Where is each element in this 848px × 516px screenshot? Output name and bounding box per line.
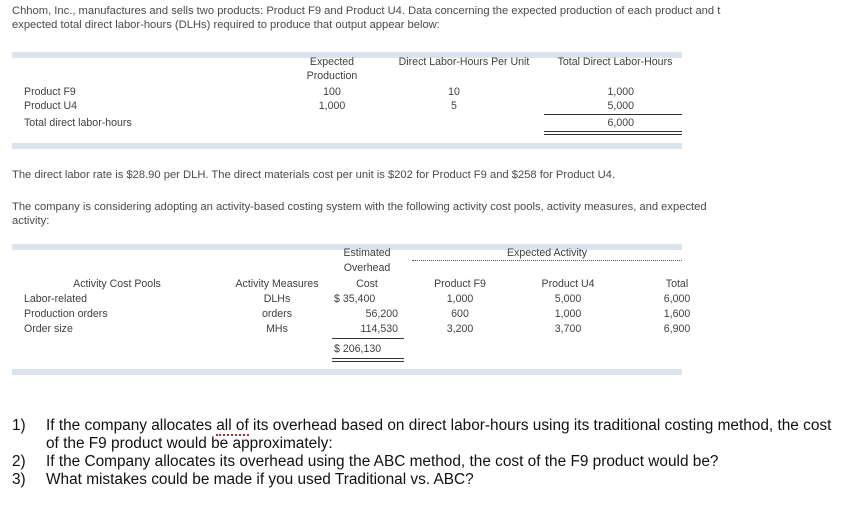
header-expected-production-2: Production	[306, 70, 358, 82]
question-number: 1)	[12, 417, 26, 434]
question-number: 3)	[12, 471, 26, 488]
header-dlh-per-unit: Direct Labor-Hours Per Unit	[398, 56, 530, 68]
row-label-f9: Product F9	[24, 86, 76, 98]
row-dlh-u4: 5	[451, 100, 457, 112]
intro-line-2: expected total direct labor-hours (DLHs) required to produce that output appear below:	[12, 19, 440, 31]
header-cost-2: Overhead	[343, 262, 391, 274]
question-list	[8, 417, 836, 489]
row-production-u4: 1,000	[318, 100, 346, 112]
total-labor-related: 6,000	[663, 293, 691, 305]
pool-order-size: Order size	[24, 323, 73, 335]
pool-production-orders: Production orders	[24, 308, 108, 320]
row-dlh-f9: 10	[448, 86, 460, 98]
cost-production-orders: 56,200	[365, 308, 398, 320]
total-row-value: 6,000	[607, 117, 634, 129]
header-expected-activity: Expected Activity	[412, 247, 682, 261]
question-text: If the Company allocates its overhead using the ABC method, the cost of the F9 product would be?	[46, 453, 719, 470]
cost-labor-related: $ 35,400	[334, 293, 376, 305]
intro-line-1: Chhom, Inc., manufactures and sells two products: Product F9 and Product U4. Data concerning the expected production of each product and t	[12, 5, 721, 17]
table2-band-bottom	[12, 369, 682, 375]
u4-order-size: 3,700	[554, 323, 582, 335]
abc-intro-line-2: activity:	[12, 215, 50, 227]
row-label-u4: Product U4	[24, 100, 77, 112]
total-top-rule	[544, 114, 682, 115]
header-measures: Activity Measures	[235, 278, 319, 290]
cost-order-size: 114,530	[360, 323, 398, 335]
question-2	[8, 453, 836, 471]
total-overhead-cost: $ 206,130	[334, 343, 382, 355]
rates-text: The direct labor rate is $28.90 per DLH. The direct materials cost per unit is $202 for Product F9 and $258 for Product U4.	[12, 169, 615, 181]
measure-mhs: MHs	[266, 323, 288, 335]
question-text-pre: If the company allocates	[46, 417, 217, 434]
header-total-dlh: Total Direct Labor-Hours	[557, 56, 673, 68]
header-cost-3: Cost	[356, 278, 378, 290]
header-expected-production-1: Expected	[309, 56, 355, 68]
total-production-orders: 1,600	[663, 308, 691, 320]
total-row-label: Total direct labor-hours	[24, 117, 132, 129]
header-total: Total	[665, 278, 689, 290]
pool-labor-related: Labor-related	[24, 293, 88, 305]
u4-production-orders: 1,000	[554, 308, 582, 320]
cost-total-rule	[332, 338, 404, 339]
question-1	[8, 417, 836, 453]
table-band-bottom	[12, 143, 682, 149]
question-emphasis: all of	[216, 417, 249, 434]
measure-dlhs: DLHs	[263, 293, 291, 305]
header-pools: Activity Cost Pools	[73, 278, 161, 290]
cost-double-rule-2	[332, 361, 404, 362]
measure-orders: orders	[261, 308, 293, 320]
question-3	[8, 471, 836, 489]
header-u4: Product U4	[541, 278, 595, 290]
f9-order-size: 3,200	[446, 323, 474, 335]
total-double-rule-2	[544, 134, 682, 135]
question-text: What mistakes could be made if you used Traditional vs. ABC?	[46, 471, 474, 488]
row-total-u4: 5,000	[607, 100, 634, 112]
question-number: 2)	[12, 453, 26, 470]
total-order-size: 6,900	[663, 323, 691, 335]
row-total-f9: 1,000	[607, 86, 634, 98]
header-cost-1: Estimated	[343, 247, 391, 259]
f9-production-orders: 600	[451, 308, 469, 320]
total-double-rule-1	[544, 131, 682, 132]
question-text-post: its overhead based on direct labor-hours using its traditional costing method, the cost of the F9 product would be approximately:	[46, 417, 832, 452]
header-f9: Product F9	[434, 278, 486, 290]
cost-double-rule-1	[332, 358, 404, 359]
abc-intro-line-1: The company is considering adopting an activity-based costing system with the following activity cost pools, activity measures, and expected	[12, 201, 707, 213]
u4-labor-related: 5,000	[554, 293, 582, 305]
activity-cost-table	[12, 244, 691, 378]
production-table	[12, 52, 682, 152]
row-production-f9: 100	[323, 86, 341, 98]
f9-labor-related: 1,000	[446, 293, 474, 305]
